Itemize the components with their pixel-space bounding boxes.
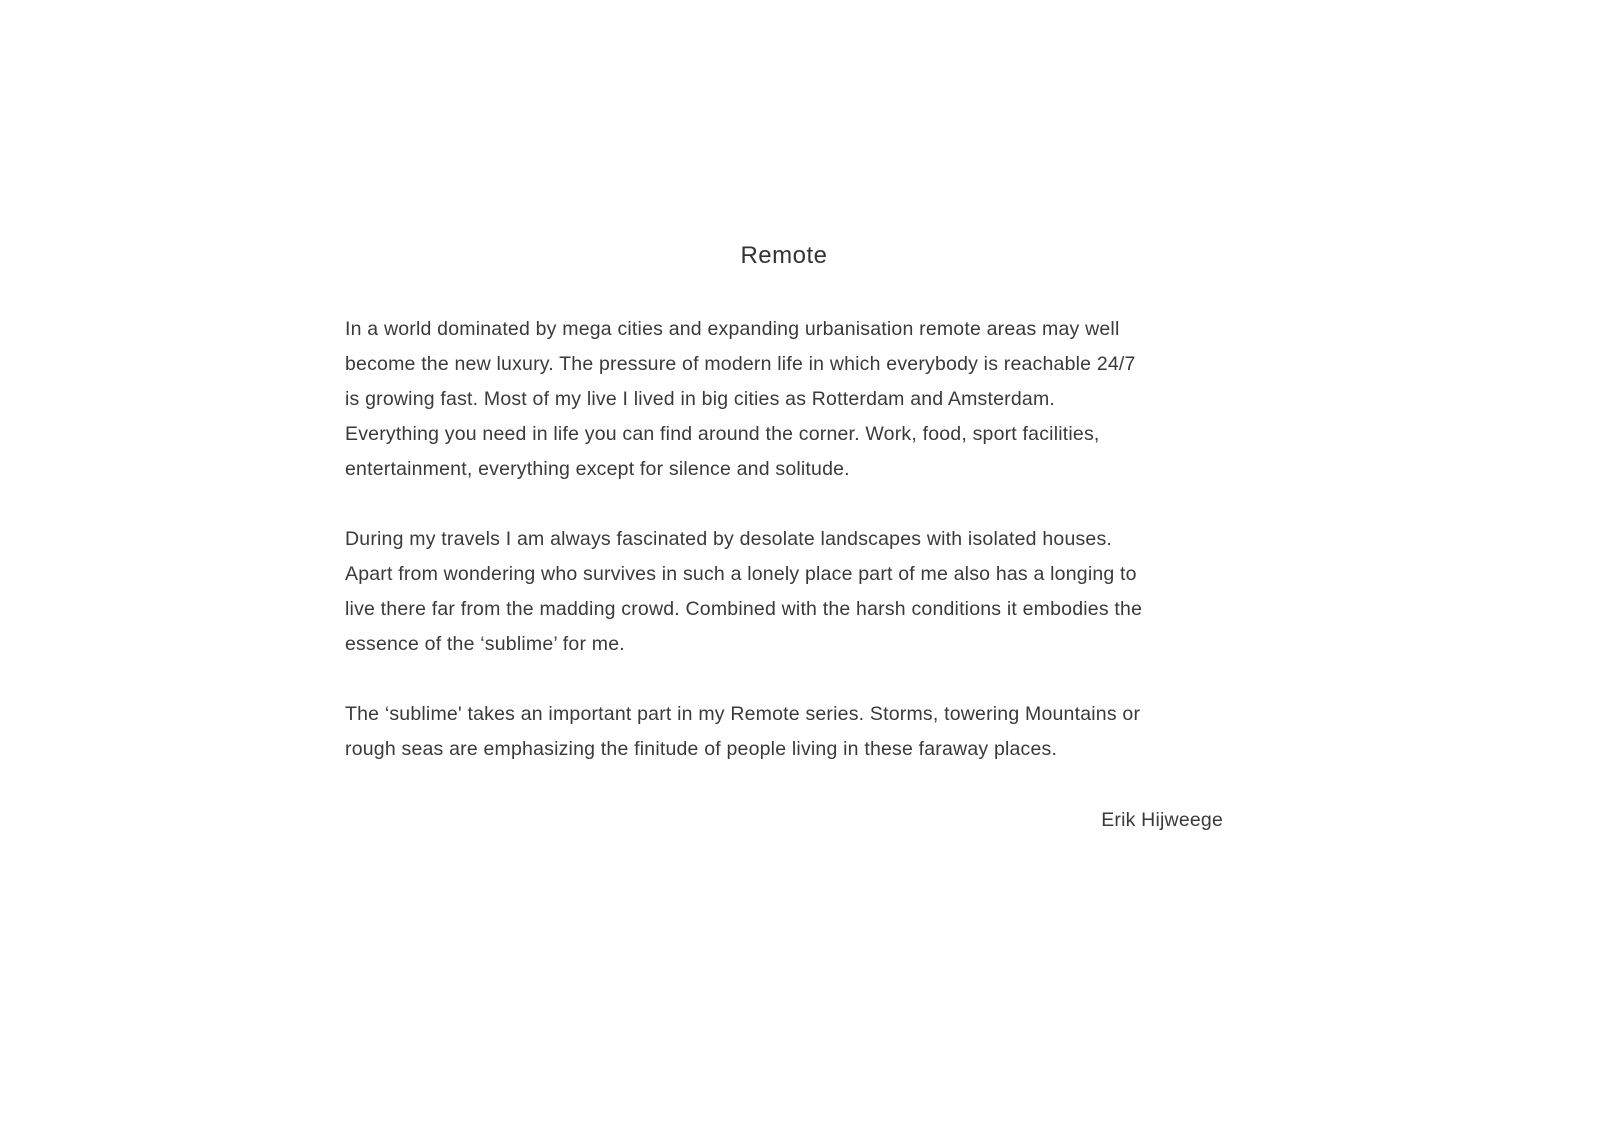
- text-line: During my travels I am always fascinated by desolate landscapes with isolated houses.: [345, 528, 1113, 550]
- text-line: rough seas are emphasizing the finitude of people living in these faraway places.: [345, 738, 1058, 760]
- author-signature: Erik Hijweege: [1101, 809, 1223, 831]
- text-line: Apart from wondering who survives in such a lonely place part of me also has a longing to: [345, 563, 1137, 585]
- text-line: become the new luxury. The pressure of modern life in which everybody is reachable 24/7: [345, 353, 1136, 375]
- text-line: In a world dominated by mega cities and expanding urbanisation remote areas may well: [345, 318, 1120, 340]
- paragraph-travels: [345, 522, 1223, 662]
- text-line: Everything you need in life you can find around the corner. Work, food, sport facilities,: [345, 423, 1100, 445]
- text-line: The ‘sublime' takes an important part in my Remote series. Storms, towering Mountains or: [345, 703, 1141, 725]
- artist-statement: [345, 238, 1223, 838]
- text-line: live there far from the madding crowd. Combined with the harsh conditions it embodies the: [345, 598, 1143, 620]
- text-line: is growing fast. Most of my live I lived in big cities as Rotterdam and Amsterdam.: [345, 388, 1056, 410]
- paragraph-sublime: [345, 697, 1223, 767]
- page-title: Remote: [740, 242, 828, 269]
- paragraph-intro: [345, 312, 1223, 487]
- text-line: entertainment, everything except for silence and solitude.: [345, 458, 850, 480]
- text-line: essence of the ‘sublime’ for me.: [345, 633, 625, 655]
